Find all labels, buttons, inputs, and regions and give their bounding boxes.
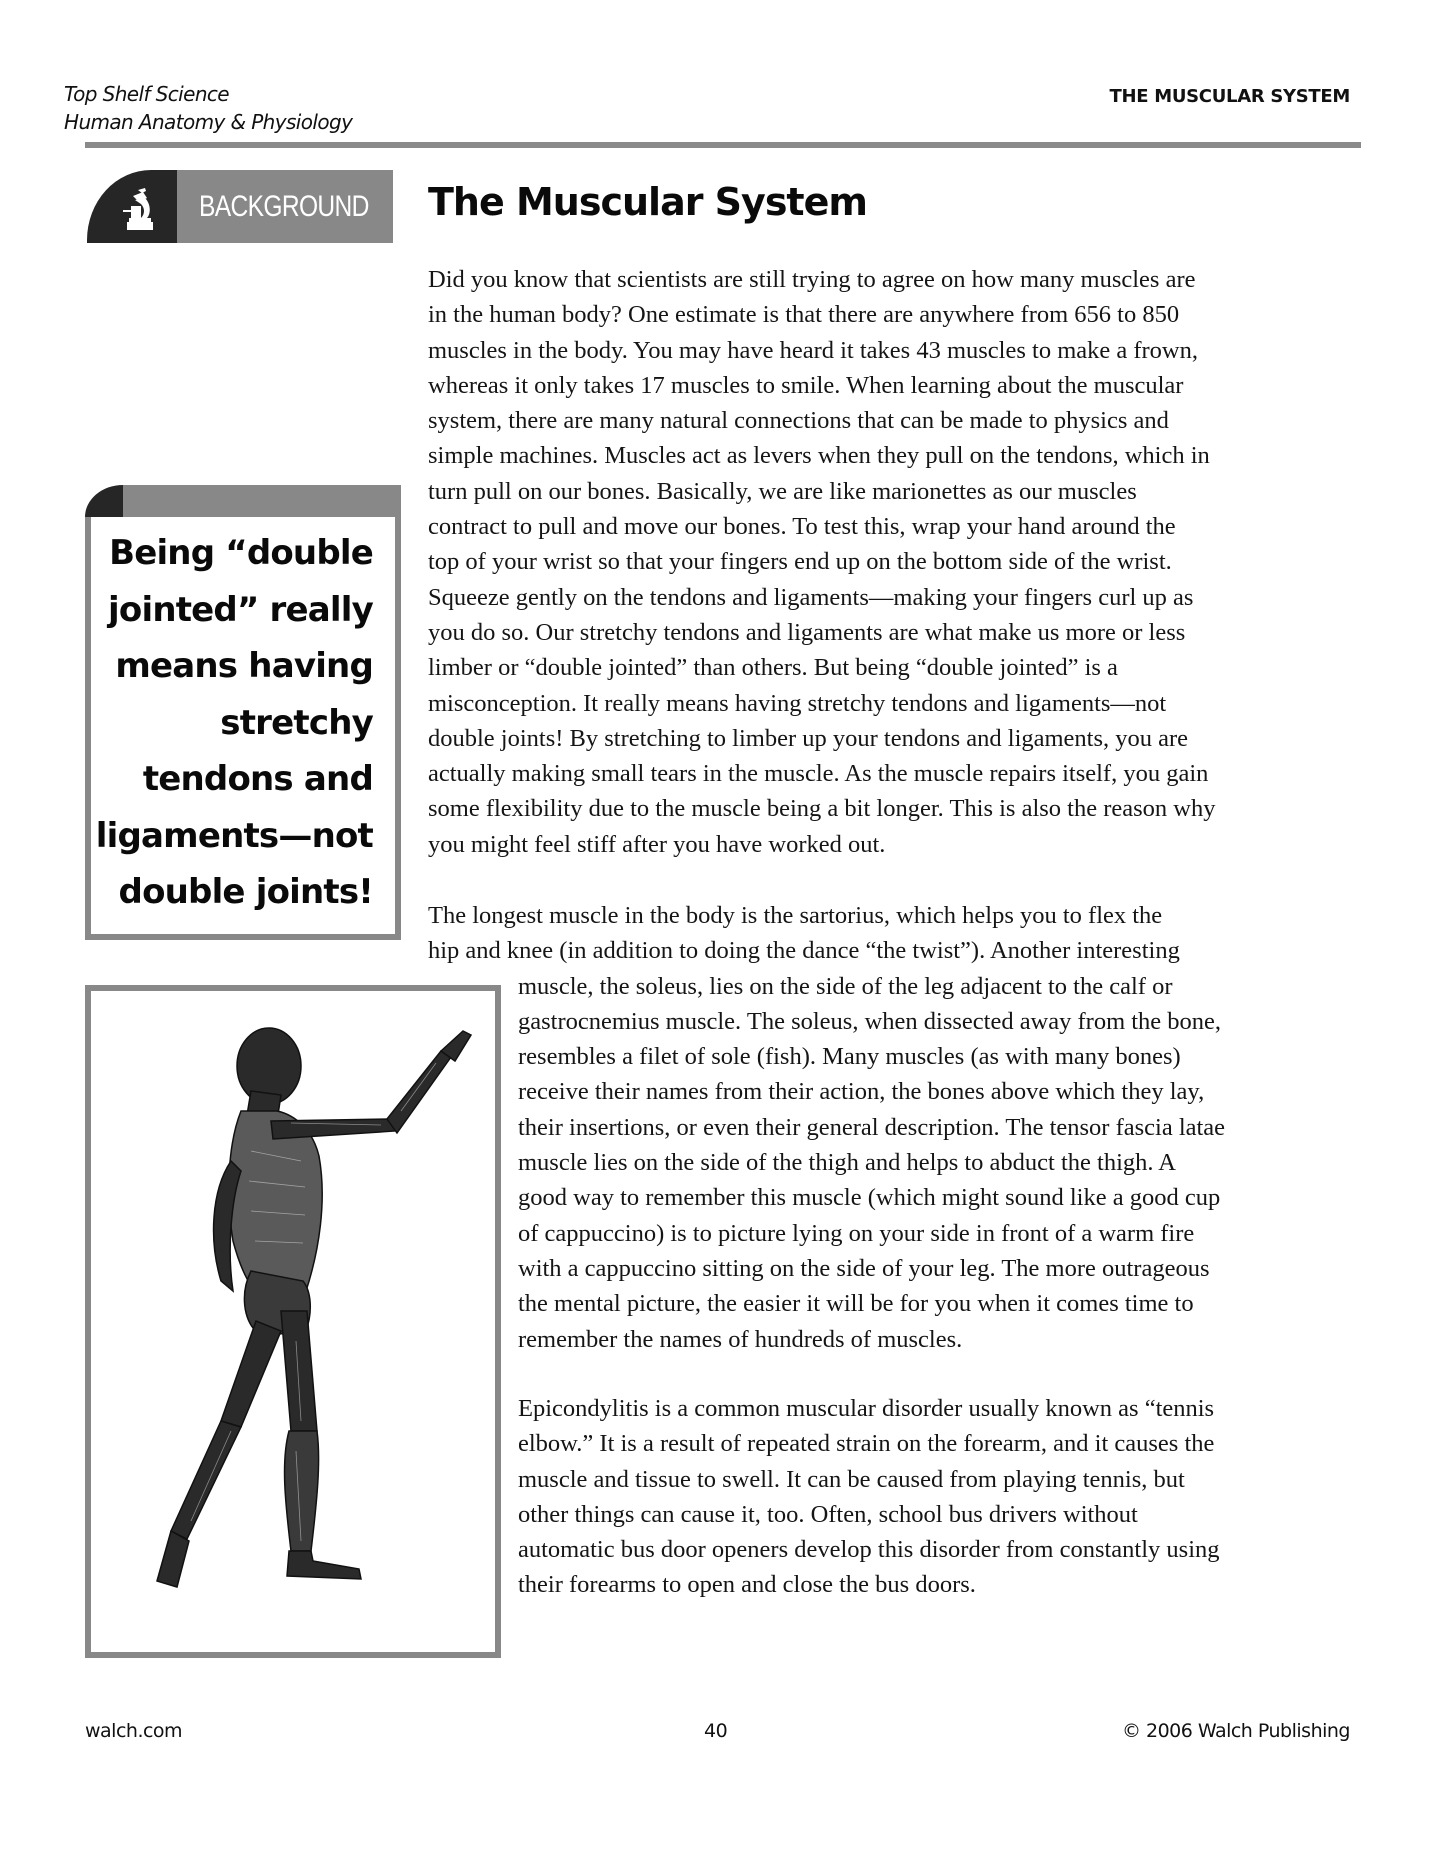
footer-copyright: © 2006 Walch Publishing — [1121, 1720, 1350, 1742]
text-line: you do so. Our stretchy tendons and ligaments are what make us more or less — [428, 618, 1186, 646]
text-line: Epicondylitis is a common muscular disorder usually known as “tennis — [518, 1395, 1215, 1422]
page-title: The Muscular System — [428, 180, 867, 224]
text-line: hip and knee (in addition to doing the dance “the twist”). Another interesting — [428, 937, 1180, 965]
footer-website: walch.com — [85, 1720, 183, 1742]
text-line: system, there are many natural connections that can be made to physics and — [428, 407, 1169, 435]
chapter-title: THE MUSCULAR SYSTEM — [1109, 86, 1350, 107]
text-line: their insertions, or even their general description. The tensor fascia latae — [518, 1113, 1226, 1141]
text-line: limber or “double jointed” than others. But being “double jointed” is a — [428, 654, 1118, 682]
text-line: gastrocnemius muscle. The soleus, when dissected away from the bone, — [518, 1007, 1222, 1035]
running-header-left — [64, 80, 352, 136]
pullquote-line: means having — [115, 646, 373, 686]
pullquote-frame — [85, 517, 401, 940]
pullquote-line: Being “double — [109, 533, 373, 573]
text-line: good way to remember this muscle (which might sound like a good cup — [518, 1184, 1221, 1212]
text-line: contract to pull and move our bones. To test this, wrap your hand around the — [428, 513, 1176, 541]
text-line: Did you know that scientists are still trying to agree on how many muscles are — [428, 266, 1196, 293]
pullquote-corner — [85, 485, 123, 517]
paragraph-1 — [428, 262, 1216, 862]
text-line: muscle lies on the side of the thigh and helps to abduct the thigh. A — [518, 1149, 1176, 1177]
text-line: muscles in the body. You may have heard it takes 43 muscles to make a frown, — [428, 336, 1199, 364]
text-line: misconception. It really means having stretchy tendons and ligaments—not — [428, 689, 1167, 717]
pullquote-line: ligaments—not — [95, 815, 373, 856]
pullquote-text — [96, 525, 373, 921]
text-line: elbow.” It is a result of repeated strain on the forearm, and it causes the — [518, 1430, 1215, 1458]
microscope-icon — [121, 188, 157, 230]
paragraph-2-top — [428, 898, 1180, 969]
pullquote-line: stretchy — [220, 702, 373, 743]
text-line: receive their names from their action, the bones above which they lay, — [518, 1078, 1205, 1106]
muscular-man-illustration — [91, 991, 495, 1652]
text-line: muscle and tissue to swell. It can be caused from playing tennis, but — [518, 1465, 1185, 1493]
text-line: actually making small tears in the muscle. As the muscle repairs itself, you gain — [428, 760, 1209, 788]
section-tab — [87, 170, 393, 243]
text-line: in the human body? One estimate is that there are anywhere from 656 to 850 — [428, 301, 1180, 329]
text-line: resembles a filet of sole (fish). Many muscles (as with many bones) — [518, 1043, 1181, 1071]
text-line: turn pull on our bones. Basically, we are like marionettes as our muscles — [428, 477, 1137, 505]
text-line: top of your wrist so that your fingers end up on the bottom side of the wrist. — [428, 548, 1172, 576]
text-line: with a cappuccino sitting on the side of your leg. The more outrageous — [518, 1254, 1210, 1282]
anatomy-figure — [85, 985, 501, 1658]
text-line: simple machines. Muscles act as levers when they pull on the tendons, which in — [428, 442, 1210, 470]
page-number: 40 — [704, 1720, 728, 1742]
header-rule — [85, 142, 1361, 148]
text-line: automatic bus door openers develop this disorder from constantly using — [518, 1536, 1220, 1564]
text-line: double joints! By stretching to limber up your tendons and ligaments, you are — [428, 724, 1189, 752]
text-line: The longest muscle in the body is the sartorius, which helps you to flex the — [428, 902, 1163, 929]
series-title: Top Shelf Science — [64, 82, 229, 106]
text-line: some flexibility due to the muscle being a bit longer. This is also the reason why — [428, 795, 1216, 823]
paragraph-2-wrapped — [518, 969, 1225, 1357]
text-line: the mental picture, the easier it will be for you when it comes time to — [518, 1290, 1194, 1318]
text-line: remember the names of hundreds of muscles. — [518, 1325, 963, 1353]
paragraph-3 — [518, 1391, 1220, 1603]
book-title: Human Anatomy & Physiology — [64, 110, 353, 134]
pullquote-line: jointed” really — [108, 589, 373, 630]
text-line: of cappuccino) is to picture lying on your side in front of a warm fire — [518, 1219, 1195, 1247]
text-line: you might feel stiff after you have worked out. — [428, 830, 886, 858]
text-line: Squeeze gently on the tendons and ligaments—making your fingers curl up as — [428, 583, 1194, 611]
text-line: their forearms to open and close the bus doors. — [518, 1571, 976, 1599]
text-line: other things can cause it, too. Often, school bus drivers without — [518, 1500, 1138, 1528]
section-tab-label: BACKGROUND — [199, 190, 369, 223]
text-line: whereas it only takes 17 muscles to smile. When learning about the muscular — [428, 371, 1184, 399]
text-line: muscle, the soleus, lies on the side of the leg adjacent to the calf or — [518, 972, 1173, 1000]
pullquote-bar — [123, 485, 401, 517]
pullquote-line: tendons and — [142, 759, 373, 799]
pullquote-box — [85, 485, 401, 940]
pullquote-line: double joints! — [118, 872, 373, 912]
